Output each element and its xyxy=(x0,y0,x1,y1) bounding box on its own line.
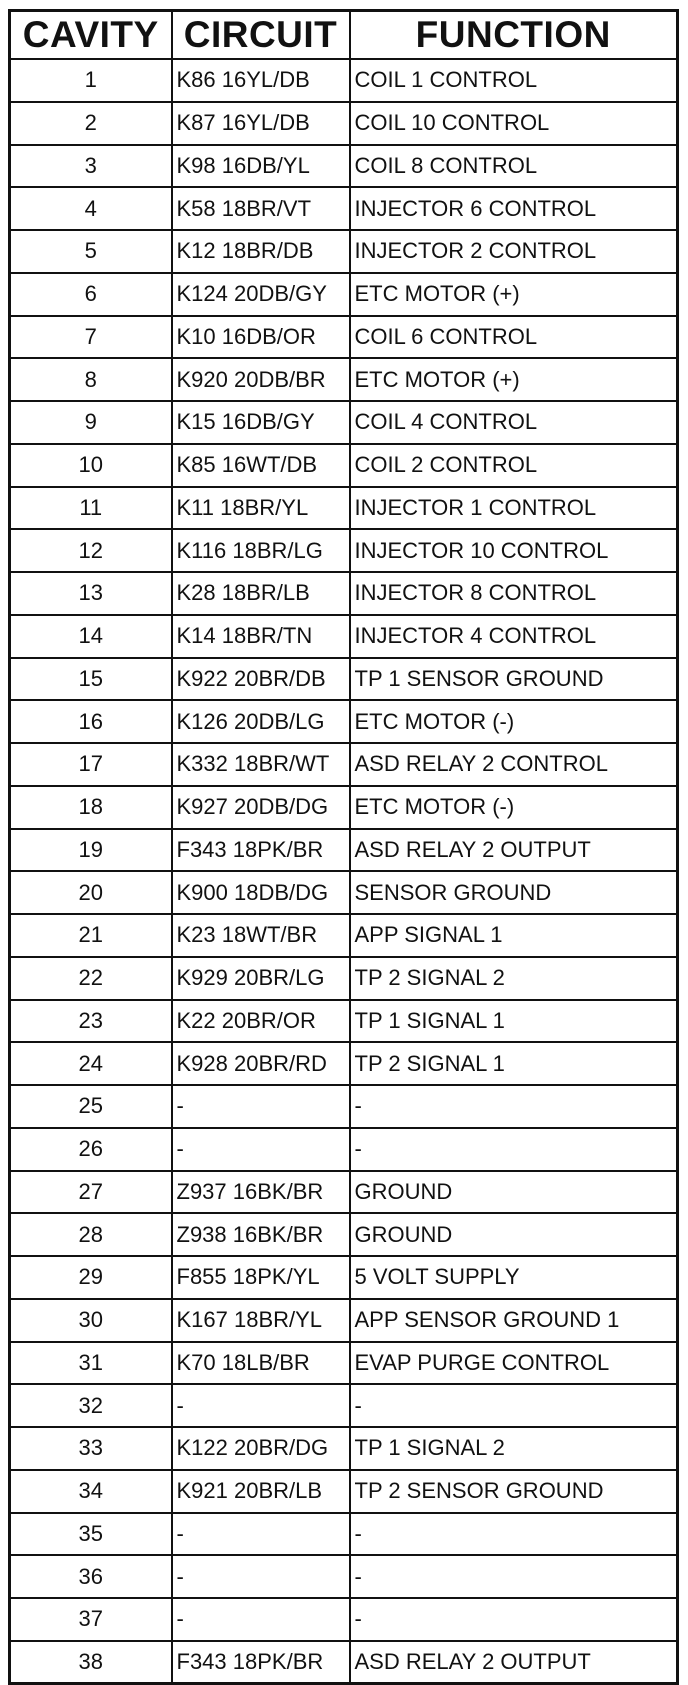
table-row xyxy=(10,145,678,188)
table-row xyxy=(10,230,678,273)
cavity-cell: 12 xyxy=(10,529,172,572)
table-row xyxy=(10,658,678,701)
circuit-cell: K124 20DB/GY xyxy=(172,273,350,316)
circuit-cell: - xyxy=(172,1513,350,1556)
cavity-cell: 18 xyxy=(10,786,172,829)
function-cell: - xyxy=(350,1128,678,1171)
circuit-cell: K22 20BR/OR xyxy=(172,1000,350,1043)
table-body xyxy=(10,59,678,1684)
table-row xyxy=(10,1299,678,1342)
table-row xyxy=(10,1342,678,1385)
function-cell: TP 1 SENSOR GROUND xyxy=(350,658,678,701)
cavity-cell: 28 xyxy=(10,1213,172,1256)
function-cell: INJECTOR 1 CONTROL xyxy=(350,487,678,530)
cavity-cell: 23 xyxy=(10,1000,172,1043)
cavity-cell: 35 xyxy=(10,1513,172,1556)
circuit-cell: - xyxy=(172,1555,350,1598)
table-row xyxy=(10,743,678,786)
cavity-cell: 9 xyxy=(10,401,172,444)
table-row xyxy=(10,829,678,872)
cavity-cell: 17 xyxy=(10,743,172,786)
table-row xyxy=(10,1000,678,1043)
table-row xyxy=(10,786,678,829)
table-row xyxy=(10,316,678,359)
cavity-cell: 21 xyxy=(10,914,172,957)
circuit-cell: K927 20DB/DG xyxy=(172,786,350,829)
function-cell: ETC MOTOR (-) xyxy=(350,786,678,829)
function-cell: INJECTOR 10 CONTROL xyxy=(350,529,678,572)
function-cell: - xyxy=(350,1555,678,1598)
cavity-cell: 14 xyxy=(10,615,172,658)
cavity-cell: 20 xyxy=(10,871,172,914)
table-row xyxy=(10,700,678,743)
table-row xyxy=(10,957,678,1000)
circuit-cell: K58 18BR/VT xyxy=(172,187,350,230)
function-cell: COIL 2 CONTROL xyxy=(350,444,678,487)
cavity-cell: 31 xyxy=(10,1342,172,1385)
cavity-cell: 6 xyxy=(10,273,172,316)
table-row xyxy=(10,1042,678,1085)
table-row xyxy=(10,914,678,957)
circuit-cell: K167 18BR/YL xyxy=(172,1299,350,1342)
function-cell: EVAP PURGE CONTROL xyxy=(350,1342,678,1385)
circuit-cell: K929 20BR/LG xyxy=(172,957,350,1000)
circuit-cell: K23 18WT/BR xyxy=(172,914,350,957)
circuit-cell: K85 16WT/DB xyxy=(172,444,350,487)
table-row xyxy=(10,1598,678,1641)
table-row xyxy=(10,59,678,102)
circuit-cell: K921 20BR/LB xyxy=(172,1470,350,1513)
cavity-cell: 27 xyxy=(10,1171,172,1214)
cavity-cell: 25 xyxy=(10,1085,172,1128)
table-row xyxy=(10,1470,678,1513)
circuit-column-header: CIRCUIT xyxy=(172,11,350,60)
circuit-cell: K116 18BR/LG xyxy=(172,529,350,572)
cavity-cell: 8 xyxy=(10,358,172,401)
function-cell: COIL 6 CONTROL xyxy=(350,316,678,359)
function-cell: TP 2 SIGNAL 2 xyxy=(350,957,678,1000)
circuit-cell: F855 18PK/YL xyxy=(172,1256,350,1299)
circuit-cell: - xyxy=(172,1598,350,1641)
table-row xyxy=(10,1171,678,1214)
circuit-cell: K928 20BR/RD xyxy=(172,1042,350,1085)
circuit-cell: K15 16DB/GY xyxy=(172,401,350,444)
function-cell: INJECTOR 8 CONTROL xyxy=(350,572,678,615)
function-cell: GROUND xyxy=(350,1171,678,1214)
table-row xyxy=(10,487,678,530)
table-row xyxy=(10,615,678,658)
function-cell: COIL 8 CONTROL xyxy=(350,145,678,188)
cavity-cell: 1 xyxy=(10,59,172,102)
function-cell: INJECTOR 4 CONTROL xyxy=(350,615,678,658)
cavity-cell: 22 xyxy=(10,957,172,1000)
cavity-cell: 5 xyxy=(10,230,172,273)
table-row xyxy=(10,1513,678,1556)
function-cell: - xyxy=(350,1513,678,1556)
table-row xyxy=(10,572,678,615)
table-row xyxy=(10,1128,678,1171)
function-cell: TP 2 SIGNAL 1 xyxy=(350,1042,678,1085)
circuit-cell: K28 18BR/LB xyxy=(172,572,350,615)
circuit-cell: K920 20DB/BR xyxy=(172,358,350,401)
function-cell: ASD RELAY 2 OUTPUT xyxy=(350,1641,678,1684)
circuit-cell: K332 18BR/WT xyxy=(172,743,350,786)
circuit-cell: K98 16DB/YL xyxy=(172,145,350,188)
table-row xyxy=(10,1641,678,1684)
function-cell: 5 VOLT SUPPLY xyxy=(350,1256,678,1299)
cavity-cell: 30 xyxy=(10,1299,172,1342)
cavity-cell: 37 xyxy=(10,1598,172,1641)
cavity-column-header: CAVITY xyxy=(10,11,172,60)
function-cell: TP 1 SIGNAL 2 xyxy=(350,1427,678,1470)
table-row xyxy=(10,187,678,230)
function-cell: - xyxy=(350,1384,678,1427)
circuit-cell: - xyxy=(172,1384,350,1427)
cavity-cell: 29 xyxy=(10,1256,172,1299)
cavity-cell: 33 xyxy=(10,1427,172,1470)
function-cell: - xyxy=(350,1085,678,1128)
function-cell: APP SENSOR GROUND 1 xyxy=(350,1299,678,1342)
cavity-cell: 16 xyxy=(10,700,172,743)
function-cell: ETC MOTOR (+) xyxy=(350,358,678,401)
cavity-cell: 26 xyxy=(10,1128,172,1171)
function-cell: COIL 1 CONTROL xyxy=(350,59,678,102)
circuit-cell: K12 18BR/DB xyxy=(172,230,350,273)
cavity-cell: 2 xyxy=(10,102,172,145)
table-row xyxy=(10,102,678,145)
cavity-cell: 19 xyxy=(10,829,172,872)
circuit-cell: K922 20BR/DB xyxy=(172,658,350,701)
circuit-cell: K122 20BR/DG xyxy=(172,1427,350,1470)
function-column-header: FUNCTION xyxy=(350,11,678,60)
function-cell: ETC MOTOR (-) xyxy=(350,700,678,743)
function-cell: ASD RELAY 2 OUTPUT xyxy=(350,829,678,872)
function-cell: GROUND xyxy=(350,1213,678,1256)
table-header xyxy=(10,11,678,60)
cavity-cell: 38 xyxy=(10,1641,172,1684)
function-cell: COIL 10 CONTROL xyxy=(350,102,678,145)
cavity-cell: 15 xyxy=(10,658,172,701)
table-row xyxy=(10,401,678,444)
function-cell: TP 1 SIGNAL 1 xyxy=(350,1000,678,1043)
cavity-cell: 24 xyxy=(10,1042,172,1085)
cavity-cell: 11 xyxy=(10,487,172,530)
table-row xyxy=(10,1427,678,1470)
circuit-cell: K87 16YL/DB xyxy=(172,102,350,145)
header-row xyxy=(10,11,678,60)
cavity-cell: 34 xyxy=(10,1470,172,1513)
function-cell: APP SIGNAL 1 xyxy=(350,914,678,957)
table-row xyxy=(10,1555,678,1598)
table-row xyxy=(10,529,678,572)
connector-pinout-sheet xyxy=(8,9,676,1685)
cavity-cell: 36 xyxy=(10,1555,172,1598)
cavity-cell: 13 xyxy=(10,572,172,615)
circuit-cell: K14 18BR/TN xyxy=(172,615,350,658)
circuit-cell: K11 18BR/YL xyxy=(172,487,350,530)
cavity-cell: 4 xyxy=(10,187,172,230)
circuit-cell: K900 18DB/DG xyxy=(172,871,350,914)
table-row xyxy=(10,1256,678,1299)
function-cell: ASD RELAY 2 CONTROL xyxy=(350,743,678,786)
circuit-cell: F343 18PK/BR xyxy=(172,1641,350,1684)
function-cell: INJECTOR 2 CONTROL xyxy=(350,230,678,273)
circuit-cell: - xyxy=(172,1128,350,1171)
table-row xyxy=(10,1085,678,1128)
connector-pinout-table xyxy=(8,9,679,1685)
circuit-cell: K126 20DB/LG xyxy=(172,700,350,743)
circuit-cell: K10 16DB/OR xyxy=(172,316,350,359)
circuit-cell: K86 16YL/DB xyxy=(172,59,350,102)
function-cell: SENSOR GROUND xyxy=(350,871,678,914)
table-row xyxy=(10,358,678,401)
table-row xyxy=(10,871,678,914)
table-row xyxy=(10,1384,678,1427)
cavity-cell: 32 xyxy=(10,1384,172,1427)
table-row xyxy=(10,273,678,316)
table-row xyxy=(10,1213,678,1256)
function-cell: INJECTOR 6 CONTROL xyxy=(350,187,678,230)
circuit-cell: - xyxy=(172,1085,350,1128)
function-cell: - xyxy=(350,1598,678,1641)
table-row xyxy=(10,444,678,487)
cavity-cell: 7 xyxy=(10,316,172,359)
cavity-cell: 10 xyxy=(10,444,172,487)
function-cell: TP 2 SENSOR GROUND xyxy=(350,1470,678,1513)
cavity-cell: 3 xyxy=(10,145,172,188)
circuit-cell: Z938 16BK/BR xyxy=(172,1213,350,1256)
function-cell: COIL 4 CONTROL xyxy=(350,401,678,444)
circuit-cell: Z937 16BK/BR xyxy=(172,1171,350,1214)
circuit-cell: F343 18PK/BR xyxy=(172,829,350,872)
circuit-cell: K70 18LB/BR xyxy=(172,1342,350,1385)
function-cell: ETC MOTOR (+) xyxy=(350,273,678,316)
